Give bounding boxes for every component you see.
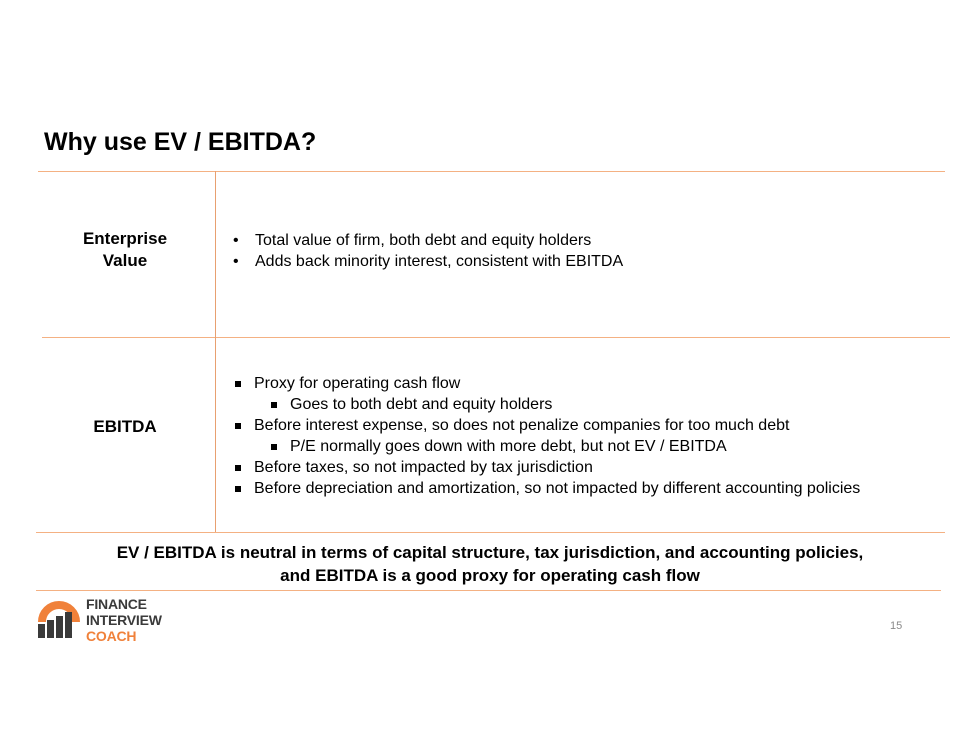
slide-title: Why use EV / EBITDA? <box>44 128 317 156</box>
logo-line: COACH <box>86 628 137 644</box>
label-line: Value <box>102 251 148 270</box>
table-top-border <box>38 171 945 172</box>
logo-line: FINANCE <box>86 596 147 612</box>
finance-interview-coach-logo <box>36 596 186 646</box>
bullet-square <box>235 423 241 429</box>
logo-wordmark <box>86 596 162 644</box>
bullet-square <box>235 381 241 387</box>
bullet-text: Adds back minority interest, consistent with EBITDA <box>255 253 624 270</box>
table-bottom-border <box>36 532 945 533</box>
bullet-dot: • <box>233 253 239 270</box>
enterprise-value-bullets <box>230 230 623 272</box>
list-item <box>230 373 860 394</box>
conclusion <box>40 541 940 587</box>
bullet-square <box>271 402 277 408</box>
bullet-text: Before interest expense, so does not penalize companies for too much debt <box>254 417 790 434</box>
bullet-text: Before taxes, so not impacted by tax jurisdiction <box>254 459 593 476</box>
bullet-dot: • <box>233 232 239 249</box>
bullet-square <box>235 486 241 492</box>
ebitda-bullets <box>230 373 860 499</box>
column-divider <box>215 171 216 532</box>
list-item <box>230 251 623 272</box>
bullet-text: Proxy for operating cash flow <box>254 375 461 392</box>
conclusion-bottom-border <box>36 590 941 591</box>
enterprise-value-label <box>40 228 210 272</box>
bullet-text: P/E normally goes down with more debt, but not EV / EBITDA <box>290 438 727 455</box>
list-item <box>230 436 860 457</box>
bullet-text: Total value of firm, both debt and equity holders <box>255 232 592 249</box>
bullet-text: Before depreciation and amortization, so not impacted by different accounting policies <box>254 480 861 497</box>
list-item <box>230 478 860 499</box>
row-divider <box>42 337 950 338</box>
page-number: 15 <box>890 620 903 632</box>
ebitda-label: EBITDA <box>93 417 157 436</box>
conclusion-line: and EBITDA is a good proxy for operating cash flow <box>280 566 700 585</box>
logo-line: INTERVIEW <box>86 612 162 628</box>
bullet-text: Goes to both debt and equity holders <box>290 396 553 413</box>
list-item <box>230 394 860 415</box>
label-line: Enterprise <box>82 229 168 248</box>
bar-chart-arc-icon <box>36 596 82 644</box>
list-item <box>230 457 860 478</box>
list-item <box>230 230 623 251</box>
list-item <box>230 415 860 436</box>
conclusion-line: EV / EBITDA is neutral in terms of capital structure, tax jurisdiction, and accounting policies, <box>116 543 864 562</box>
bullet-square <box>271 444 277 450</box>
bullet-square <box>235 465 241 471</box>
